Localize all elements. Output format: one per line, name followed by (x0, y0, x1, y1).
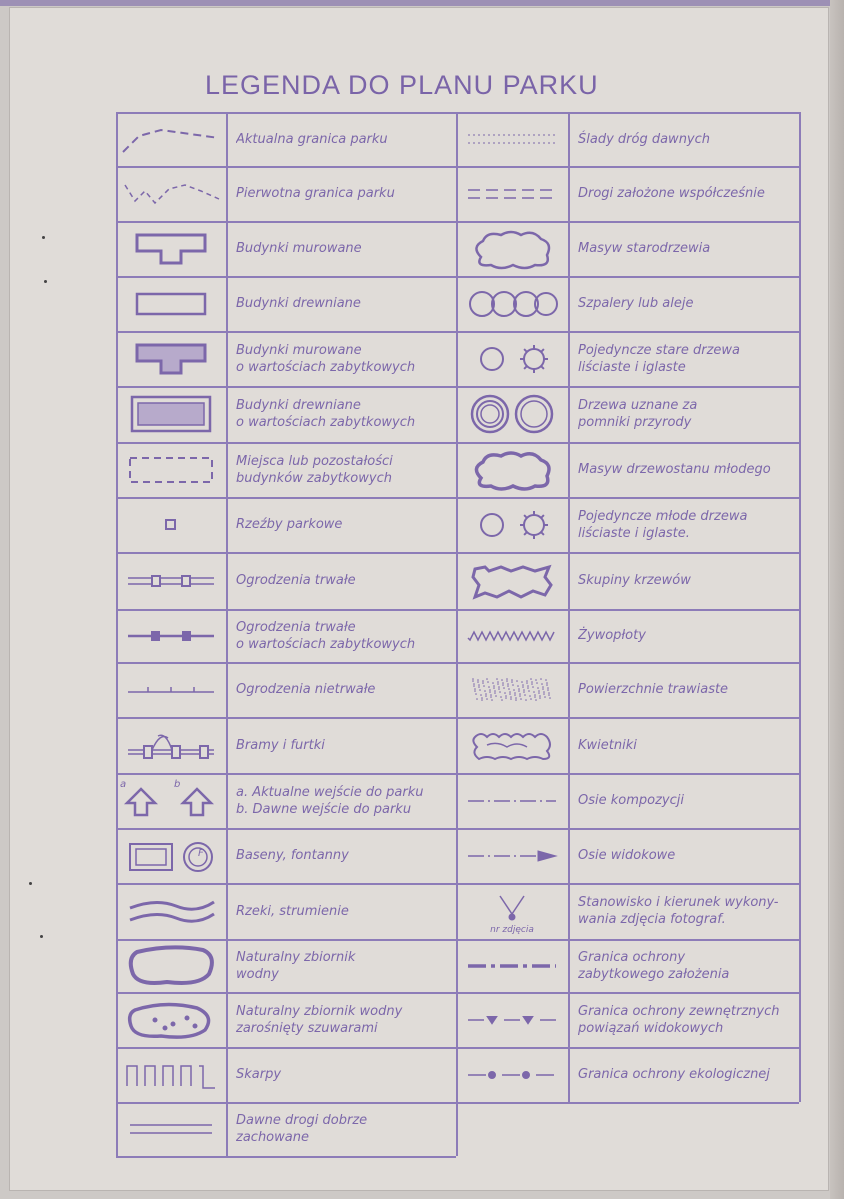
photo-position-icon (458, 883, 566, 939)
historic-wooden-building-icon (118, 386, 224, 442)
entrance-arrows-icon (118, 773, 224, 828)
masonry-building-icon (118, 221, 224, 276)
label-line: Szpalery lub aleje (578, 296, 694, 311)
left-legend-label (236, 1102, 452, 1156)
old-road-icon (118, 1102, 224, 1156)
view-axis-icon (458, 828, 566, 883)
left-legend-label (236, 221, 452, 276)
left-legend-label (236, 992, 452, 1047)
label-line: liściaste i iglaste. (578, 525, 690, 541)
left-legend-label (236, 442, 452, 497)
label-line: a. Aktualne wejście do parku (236, 784, 424, 800)
shrub-group-icon-graphic (467, 561, 557, 601)
right-legend-label (578, 497, 795, 552)
symbol-letter-f: F (198, 848, 204, 859)
shrub-group-icon (458, 552, 566, 609)
label-line: Drogi założone współcześnie (578, 186, 765, 201)
historic-fence-icon (118, 609, 224, 662)
label-line: o wartościach zabytkowych (236, 359, 416, 375)
label-line: Drzewa uznane za (578, 398, 698, 413)
photo-number-label: nr zdjęcia (490, 925, 534, 935)
right-legend-label (578, 992, 795, 1047)
pond-icon-graphic (125, 942, 217, 990)
label-line: Budynki murowane (236, 241, 362, 256)
dashed-rectangle-icon-graphic (126, 453, 216, 487)
label-line: o wartościach zabytkowych (236, 415, 416, 430)
flowerbed-icon-graphic (467, 727, 557, 763)
monument-trees-icon-graphic (462, 392, 562, 436)
label-line: zabytkowego założenia (578, 966, 730, 982)
label-line: Granica ochrony ekologicznej (578, 1067, 770, 1082)
tree-alley-icon-graphic (464, 289, 560, 319)
right-legend-label (578, 442, 795, 497)
dotted-road-icon-graphic (464, 129, 560, 149)
dashed-road-icon (458, 166, 566, 221)
wooden-building-icon (118, 276, 224, 331)
label-line: Osie widokowe (578, 848, 676, 863)
label-line: Żywopłoty (578, 628, 646, 643)
label-line: Masyw starodrzewia (578, 241, 711, 256)
dust-speck (42, 236, 45, 239)
temporary-fence-icon-graphic (126, 680, 216, 700)
label-line: b. Dawne wejście do parku (236, 801, 412, 817)
label-line: Rzeźby parkowe (236, 517, 343, 532)
dust-speck (44, 280, 47, 283)
label-line: Baseny, fontanny (236, 848, 349, 863)
label-line: Powierzchnie trawiaste (578, 682, 729, 697)
river-icon (118, 883, 224, 939)
dashed-line-icon (118, 112, 224, 166)
right-legend-label (578, 883, 795, 939)
label-line: Ślady dróg dawnych (578, 131, 711, 147)
label-line: pomniki przyrody (578, 415, 692, 430)
slope-icon (118, 1047, 224, 1102)
reed-pond-icon (118, 992, 224, 1047)
label-line: Skupiny krzewów (578, 573, 691, 588)
label-line: o wartościach zabytkowych (236, 636, 416, 652)
pool-fountain-icon (118, 828, 224, 883)
masonry-building-icon-graphic (131, 231, 211, 267)
right-legend-label (578, 386, 795, 442)
view-axis-icon-graphic (464, 848, 560, 864)
dust-speck (29, 882, 32, 885)
ecological-boundary-icon-graphic (464, 1067, 560, 1083)
left-legend-label (236, 773, 452, 828)
left-legend-label (236, 939, 452, 992)
left-legend-label (236, 662, 452, 717)
composition-axis-icon (458, 773, 566, 828)
label-line: Rzeki, strumienie (236, 903, 349, 919)
right-legend-label (578, 552, 795, 609)
young-tree-mass-icon-graphic (467, 448, 557, 492)
label-line: budynków zabytkowych (236, 470, 392, 486)
temporary-fence-icon (118, 662, 224, 717)
left-legend-label (236, 609, 452, 662)
dotted-road-icon (458, 112, 566, 166)
single-trees-icon-graphic (464, 341, 560, 377)
heritage-protection-boundary-icon (458, 939, 566, 992)
right-legend-label (578, 717, 795, 773)
single-trees-icon (458, 331, 566, 386)
sheet-top-edge (0, 0, 844, 6)
label-line: liściaste i iglaste (578, 359, 686, 375)
legend-table (116, 112, 799, 1156)
left-legend-label (236, 497, 452, 552)
label-line: Pojedyncze młode drzewa (578, 508, 748, 524)
left-legend-label (236, 828, 452, 883)
right-legend-label (578, 773, 795, 828)
gate-icon (118, 717, 224, 773)
old-road-icon-graphic (126, 1119, 216, 1139)
small-square-icon (118, 497, 224, 552)
young-trees-icon (458, 497, 566, 552)
hedge-icon-graphic (464, 626, 560, 646)
left-legend-label (236, 717, 452, 773)
fence-icon-graphic (126, 571, 216, 591)
historic-fence-icon-graphic (126, 626, 216, 646)
old-tree-mass-icon (458, 221, 566, 276)
label-line: Granica ochrony zewnętrznych (578, 1003, 780, 1019)
dashed-rectangle-icon (118, 442, 224, 497)
wooden-building-icon-graphic (131, 289, 211, 319)
label-line: Ogrodzenia trwałe (236, 573, 356, 588)
label-line: wania zdjęcia fotograf. (578, 912, 726, 927)
reed-pond-icon-graphic (125, 998, 217, 1042)
label-line: Budynki murowane (236, 342, 362, 358)
legend-title: LEGENDA DO PLANU PARKU (205, 70, 599, 100)
left-legend-label (236, 552, 452, 609)
right-legend-label (578, 1047, 795, 1102)
right-legend-label (578, 828, 795, 883)
label-line: Ogrodzenia trwałe (236, 619, 356, 635)
tree-alley-icon (458, 276, 566, 331)
left-legend-label (236, 331, 452, 386)
label-line: Naturalny zbiornik wodny (236, 1003, 403, 1019)
view-protection-boundary-icon (458, 992, 566, 1047)
label-line: Kwietniki (578, 737, 637, 753)
composition-axis-icon-graphic (464, 793, 560, 809)
monument-trees-icon (458, 386, 566, 442)
historic-masonry-building-icon (118, 331, 224, 386)
ecological-boundary-icon (458, 1047, 566, 1102)
right-legend-label (578, 331, 795, 386)
dust-speck (40, 935, 43, 938)
label-line: Stanowisko i kierunek wykony- (578, 895, 779, 910)
table-rule (568, 112, 570, 1102)
right-legend-label (578, 662, 795, 717)
grass-area-icon-graphic (467, 675, 557, 705)
label-line: powiązań widokowych (578, 1020, 724, 1036)
left-legend-label (236, 386, 452, 442)
right-legend-label (578, 276, 795, 331)
hedge-icon (458, 609, 566, 662)
right-legend-label (578, 112, 795, 166)
label-line: Granica ochrony (578, 949, 686, 965)
right-legend-label (578, 939, 795, 992)
table-rule (116, 1156, 456, 1158)
young-trees-icon-graphic (464, 507, 560, 543)
left-legend-label (236, 166, 452, 221)
label-line: Aktualna granica parku (236, 131, 388, 147)
left-legend-label (236, 883, 452, 939)
sheet-right-edge (830, 0, 844, 1199)
label-line: Masyw drzewostanu młodego (578, 462, 771, 477)
label-line: Budynki drewniane (236, 296, 361, 311)
dashed-zigzag-icon-graphic (121, 179, 221, 209)
label-line: wodny (236, 966, 279, 982)
label-line: Miejsca lub pozostałości (236, 453, 393, 469)
young-tree-mass-icon (458, 442, 566, 497)
fence-icon (118, 552, 224, 609)
dashed-zigzag-icon (118, 166, 224, 221)
table-rule (799, 112, 801, 1102)
old-tree-mass-icon-graphic (467, 227, 557, 271)
dashed-line-icon-graphic (121, 124, 221, 154)
right-legend-label (578, 609, 795, 662)
slope-icon-graphic (123, 1058, 219, 1092)
left-legend-label (236, 112, 452, 166)
historic-wooden-building-icon-graphic (128, 394, 214, 434)
label-line: Dawne drogi dobrze (236, 1113, 368, 1128)
label-line: Pierwotna granica parku (236, 186, 395, 201)
label-line: zachowane (236, 1130, 309, 1145)
left-legend-label (236, 1047, 452, 1102)
heritage-protection-boundary-icon-graphic (464, 958, 560, 974)
gate-icon-graphic (126, 728, 216, 762)
pond-icon (118, 939, 224, 992)
table-rule (226, 112, 228, 1156)
grass-area-icon (458, 662, 566, 717)
dashed-road-icon-graphic (464, 184, 560, 204)
view-protection-boundary-icon-graphic (464, 1012, 560, 1028)
label-line: Pojedyncze stare drzewa (578, 342, 741, 358)
left-legend-label (236, 276, 452, 331)
entrance-arrows-icon-graphic (123, 781, 219, 821)
label-line: Ogrodzenia nietrwałe (236, 682, 376, 697)
flowerbed-icon (458, 717, 566, 773)
small-square-icon-graphic (161, 515, 181, 535)
label-line: Osie kompozycji (578, 793, 684, 808)
symbol-letter-b: b (174, 779, 181, 790)
right-legend-label (578, 221, 795, 276)
label-line: zarośnięty szuwarami (236, 1020, 378, 1036)
label-line: Naturalny zbiornik (236, 949, 356, 965)
symbol-letter-a: a (120, 779, 127, 790)
label-line: Skarpy (236, 1067, 282, 1082)
historic-masonry-building-icon-graphic (131, 341, 211, 377)
label-line: Bramy i furtki (236, 737, 325, 753)
label-line: Budynki drewniane (236, 398, 361, 413)
river-icon-graphic (126, 896, 216, 926)
right-legend-label (578, 166, 795, 221)
